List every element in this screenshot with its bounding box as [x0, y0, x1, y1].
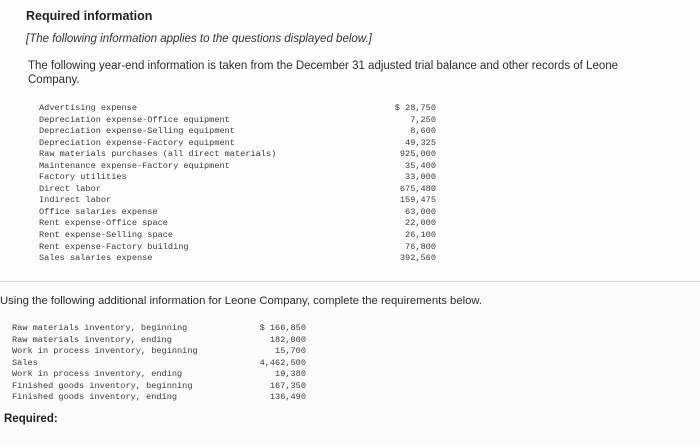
row-value: 392,560 — [399, 253, 436, 264]
row-value: 19,380 — [275, 369, 306, 380]
row-value: 136,490 — [269, 392, 306, 403]
row-label: Work in process inventory, ending — [12, 369, 183, 380]
row-value: 22,000 — [405, 218, 436, 229]
row-label: Office salaries expense — [39, 206, 158, 217]
row-value: 35,400 — [405, 160, 436, 171]
row-value: 33,000 — [405, 172, 436, 183]
section-title: Required information — [26, 9, 153, 23]
row-label: Raw materials inventory, ending — [12, 334, 172, 345]
row-label: Sales — [12, 357, 38, 368]
row-value: 159,475 — [399, 195, 436, 206]
row-label: Depreciation expense-Selling equipment — [39, 126, 235, 137]
row-value: 26,100 — [405, 230, 436, 241]
row-value: 8,600 — [410, 126, 436, 137]
row-label: Advertising expense — [39, 103, 137, 113]
row-label: Depreciation expense-Factory equipment — [39, 137, 235, 148]
row-value: 49,325 — [405, 137, 436, 148]
row-value: 15,700 — [275, 346, 306, 357]
row-label: Rent expense-Factory building — [39, 241, 189, 252]
row-label: Maintenance expense-Factory equipment — [39, 160, 230, 171]
row-label: Rent expense-Office space — [39, 218, 168, 229]
additional-info-intro: Using the following additional information for Leone Company, complete the requirements below. — [0, 295, 483, 307]
row-value: 7,250 — [410, 114, 436, 125]
row-label: Rent expense-Selling space — [39, 230, 174, 241]
row-value: 925,000 — [399, 149, 436, 160]
row-label: Factory utilities — [39, 172, 127, 183]
row-value: $ 28,750 — [394, 103, 436, 113]
row-label: Indirect labor — [39, 195, 112, 206]
row-label: Work in process inventory, beginning — [12, 346, 198, 357]
row-label: Finished goods inventory, ending — [12, 392, 178, 403]
intro-text: The following year-end information is taken from the December 31 adjusted trial balance and other records of Leone Company. — [28, 60, 619, 86]
row-label: Raw materials purchases (all direct materials) — [39, 149, 277, 160]
row-value: 675,480 — [399, 183, 436, 194]
row-label: Depreciation expense-Office equipment — [39, 114, 230, 125]
required-heading: Required: — [4, 413, 58, 425]
row-value: 4,462,500 — [259, 357, 306, 368]
row-label: Finished goods inventory, beginning — [12, 380, 193, 391]
row-value: 182,000 — [269, 334, 306, 345]
row-label: Direct labor — [39, 183, 101, 194]
row-value: 76,800 — [405, 241, 436, 252]
row-label: Raw materials inventory, beginning — [12, 323, 188, 333]
row-value: 167,350 — [269, 380, 306, 391]
row-label: Sales salaries expense — [39, 253, 153, 264]
row-value: $ 166,850 — [259, 323, 306, 333]
instruction-note: [The following information applies to the questions displayed below.] — [26, 33, 372, 45]
row-value: 63,000 — [405, 206, 436, 217]
